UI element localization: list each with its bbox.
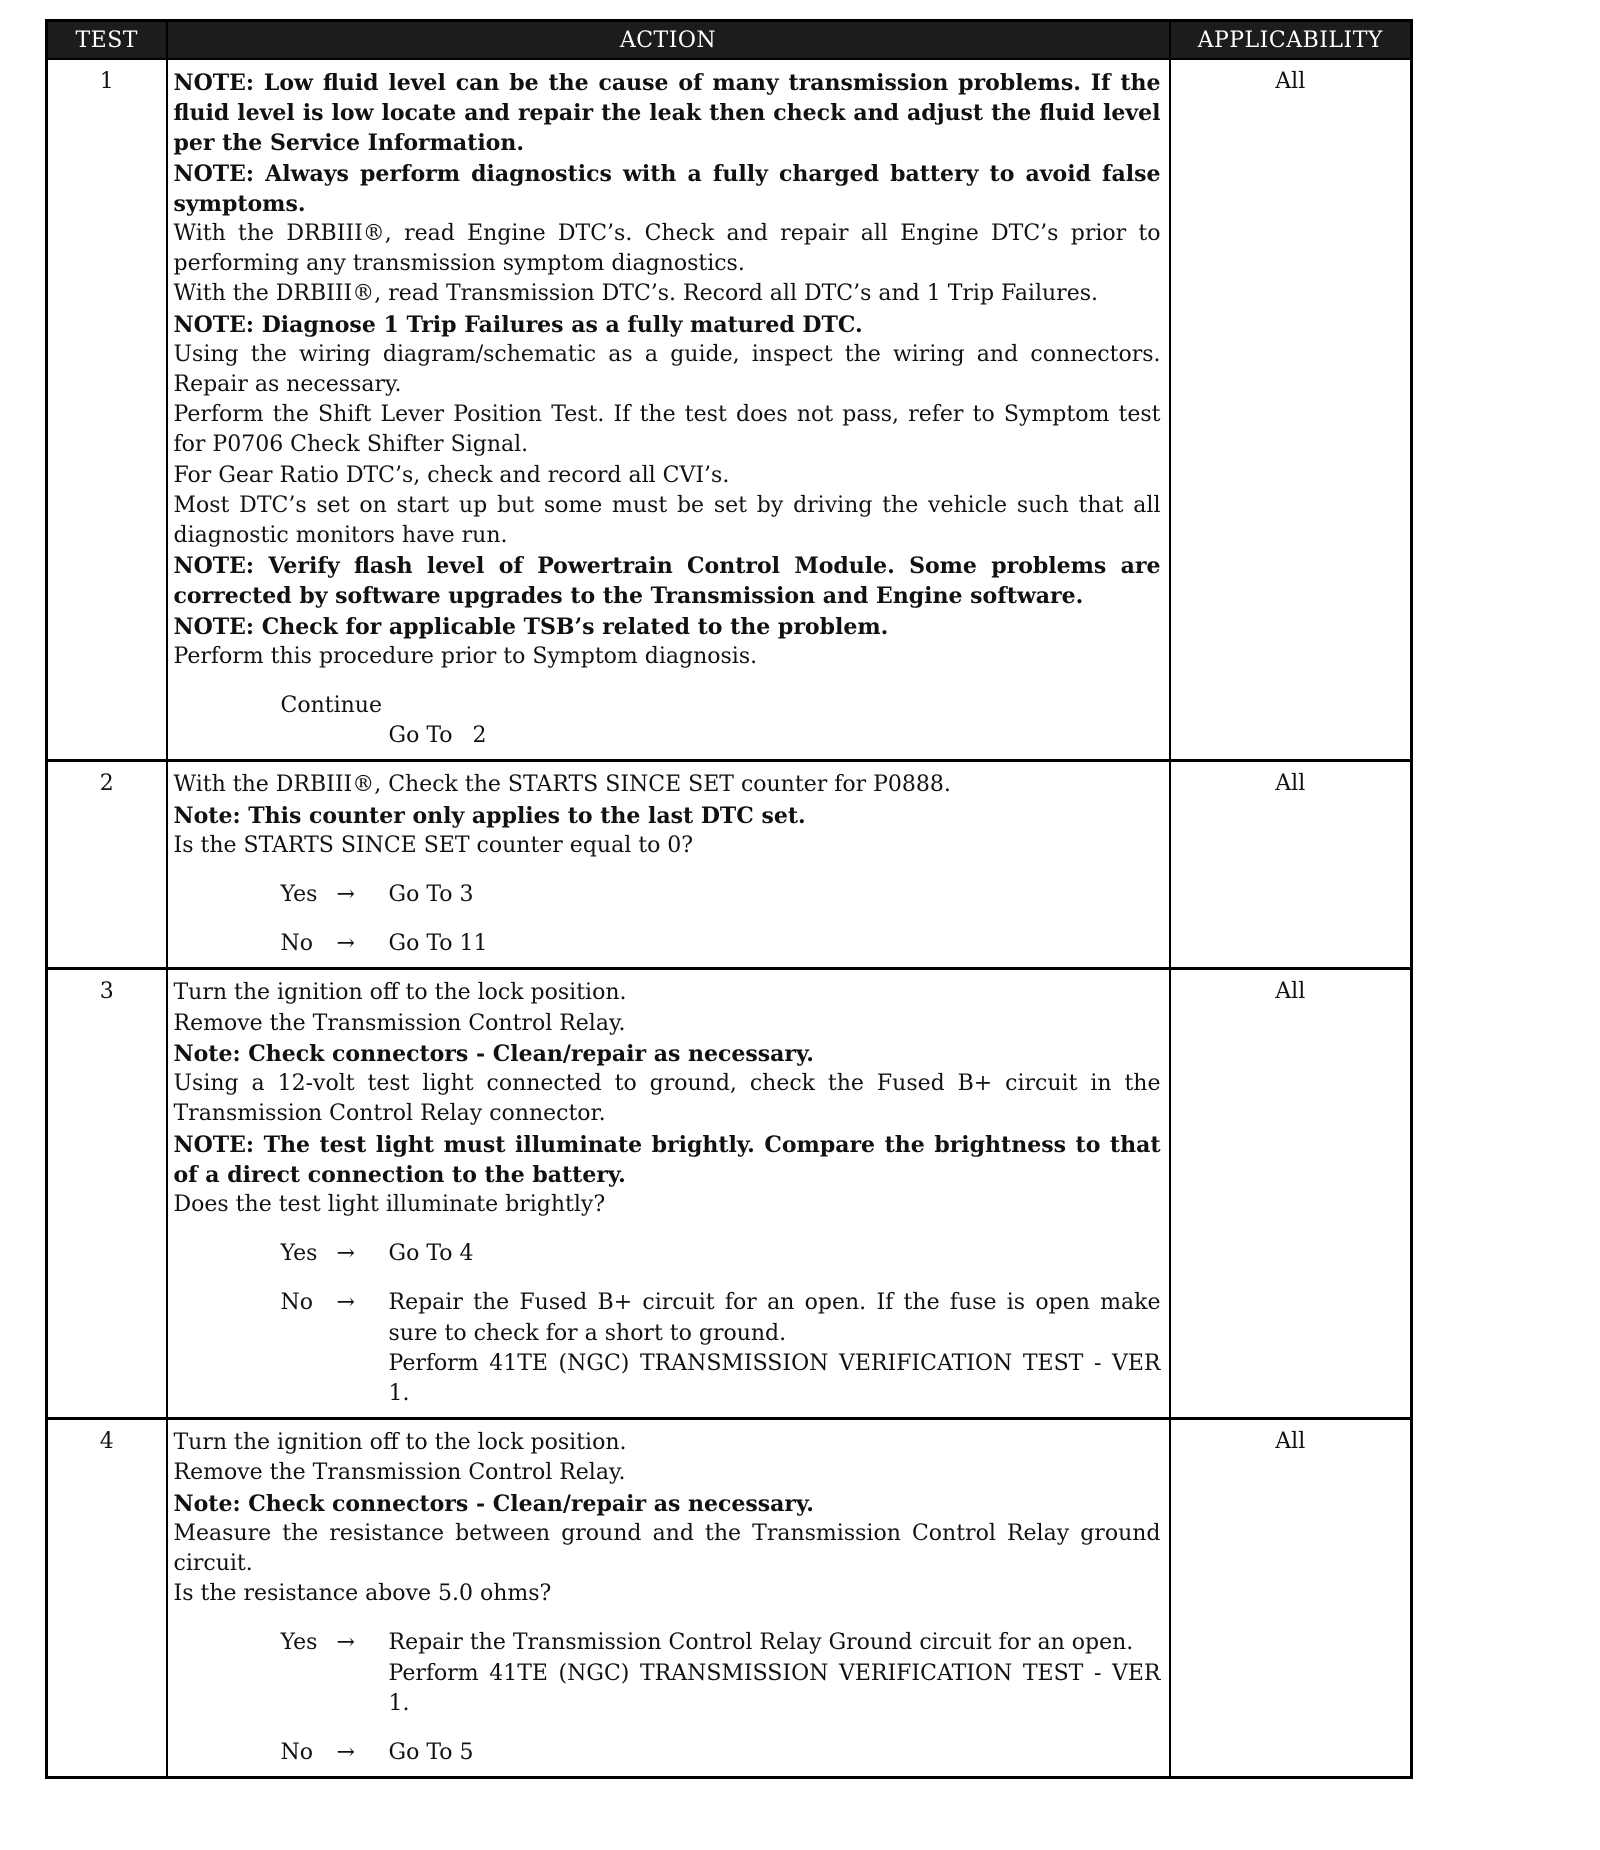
instruction-text: Remove the Transmission Control Relay.: [173, 1460, 626, 1486]
branch-answer: No: [280, 1290, 313, 1316]
branch-no: [174, 1288, 1161, 1409]
branch-yes: [174, 1628, 1161, 1719]
branch-result-line: Go To 11: [388, 931, 488, 957]
header-action: ACTION: [167, 21, 1170, 60]
instruction-text: Using a 12-volt test light connected to ground, check the Fused B+ circuit in the Transmission Control Relay connector.: [173, 1071, 1161, 1127]
branch-answer: Yes: [280, 1630, 318, 1656]
branch-no: [174, 929, 1161, 959]
table-row: [47, 969, 1412, 1419]
arrow-right-icon: →: [336, 1630, 355, 1656]
goto-label: Go To: [388, 723, 453, 749]
note-text: Note: This counter only applies to the last DTC set.: [173, 802, 806, 829]
applicability-value: All: [1170, 761, 1412, 969]
diagnostic-table: [45, 19, 1413, 1779]
instruction-text: Perform this procedure prior to Symptom diagnosis.: [173, 643, 758, 669]
instruction-text: Most DTC’s set on start up but some must be set by driving the vehicle such that all diagnostic monitors have run.: [173, 492, 1161, 549]
instruction-text: Perform the Shift Lever Position Test. If the test does not pass, refer to Symptom test for P0706 Check Shifter Signal.: [173, 402, 1161, 458]
branch-result: [389, 1628, 1161, 1719]
arrow-right-icon: →: [336, 882, 355, 908]
branch-answer: No: [280, 931, 313, 957]
branch-answer: Yes: [280, 1241, 318, 1267]
branch-result: [389, 1738, 1161, 1768]
instruction-text: Turn the ignition off to the lock position.: [173, 980, 627, 1006]
table-row: [47, 1419, 1412, 1778]
instruction-text: Measure the resistance between ground and the Transmission Control Relay ground circuit.: [173, 1520, 1161, 1576]
branch-yes: [174, 1239, 1161, 1269]
instruction-text: Remove the Transmission Control Relay.: [173, 1010, 626, 1036]
branch-result-line: Go To 5: [388, 1739, 474, 1765]
arrow-right-icon: →: [336, 931, 355, 957]
branch-yes: [174, 880, 1161, 910]
instruction-text: For Gear Ratio DTC’s, check and record all CVI’s.: [173, 462, 730, 488]
arrow-right-icon: →: [336, 1241, 355, 1267]
branch-result: [389, 880, 1161, 910]
note-text: Note: Check connectors - Clean/repair as necessary.: [173, 1040, 814, 1067]
branch-answer: Yes: [280, 882, 318, 908]
instruction-text: Is the STARTS SINCE SET counter equal to 0?: [173, 832, 694, 858]
branch-no: [174, 1738, 1161, 1768]
test-number: 4: [47, 1419, 167, 1778]
branch-result-line: Repair the Fused B+ circuit for an open. If the fuse is open make sure to check for a short to ground.: [388, 1290, 1161, 1346]
branch-result-line: Go To 3: [388, 882, 474, 908]
branch-result-line: Go To 4: [388, 1241, 474, 1267]
instruction-text: Does the test light illuminate brightly?: [173, 1191, 606, 1217]
table-header-row: [47, 21, 1412, 60]
table-body: [47, 59, 1412, 1778]
test-number: 1: [47, 59, 167, 761]
branch-result: [389, 1239, 1161, 1269]
branch-result-line: Perform 41TE (NGC) TRANSMISSION VERIFICATION TEST - VER 1.: [388, 1350, 1161, 1406]
branch-answer: No: [280, 1739, 313, 1765]
test-number: 2: [47, 761, 167, 969]
note-text: NOTE: Always perform diagnostics with a fully charged battery to avoid false symptoms.: [173, 160, 1161, 217]
note-text: NOTE: Verify flash level of Powertrain Control Module. Some problems are corrected by software upgrades to the Transmission and Engine software.: [173, 553, 1161, 610]
applicability-value: All: [1170, 969, 1412, 1419]
arrow-right-icon: →: [336, 1290, 355, 1316]
header-applicability: APPLICABILITY: [1170, 21, 1412, 60]
action-cell: [167, 59, 1170, 761]
instruction-text: Is the resistance above 5.0 ohms?: [173, 1581, 552, 1607]
instruction-text: With the DRBIII®, Check the STARTS SINCE SET counter for P0888.: [173, 772, 951, 798]
branch-result-line: Repair the Transmission Control Relay Ground circuit for an open.: [388, 1630, 1134, 1656]
arrow-right-icon: →: [336, 1739, 355, 1765]
branch-result: [389, 929, 1161, 959]
action-cell: [167, 1419, 1170, 1778]
branch-result: [389, 1288, 1161, 1409]
table-row: [47, 59, 1412, 761]
action-cell: [167, 761, 1170, 969]
test-number: 3: [47, 969, 167, 1419]
instruction-text: Turn the ignition off to the lock position.: [173, 1430, 627, 1456]
applicability-value: All: [1170, 1419, 1412, 1778]
instruction-text: With the DRBIII®, read Engine DTC’s. Check and repair all Engine DTC’s prior to performing any transmission symptom diagnostics.: [173, 221, 1161, 277]
action-cell: [167, 969, 1170, 1419]
continue-label: Continue: [280, 693, 382, 719]
instruction-text: With the DRBIII®, read Transmission DTC’s. Record all DTC’s and 1 Trip Failures.: [173, 281, 1098, 307]
note-text: NOTE: Diagnose 1 Trip Failures as a fully matured DTC.: [173, 311, 863, 338]
table-row: [47, 761, 1412, 969]
header-test: TEST: [47, 21, 167, 60]
continue-goto: [174, 721, 1161, 751]
note-text: NOTE: Low fluid level can be the cause of many transmission problems. If the fluid level is low locate and repair the leak then check and adjust the fluid level per the Service Information.: [173, 70, 1161, 157]
branch-result-line: Perform 41TE (NGC) TRANSMISSION VERIFICATION TEST - VER 1.: [388, 1660, 1161, 1716]
applicability-value: All: [1170, 59, 1412, 761]
instruction-text: Using the wiring diagram/schematic as a guide, inspect the wiring and connectors. Repair as necessary.: [173, 341, 1161, 398]
note-text: NOTE: Check for applicable TSB’s related to the problem.: [173, 613, 889, 640]
note-text: NOTE: The test light must illuminate brightly. Compare the brightness to that of a direct connection to the battery.: [173, 1131, 1161, 1188]
goto-target: 2: [472, 723, 487, 749]
note-text: Note: Check connectors - Clean/repair as necessary.: [173, 1490, 814, 1517]
